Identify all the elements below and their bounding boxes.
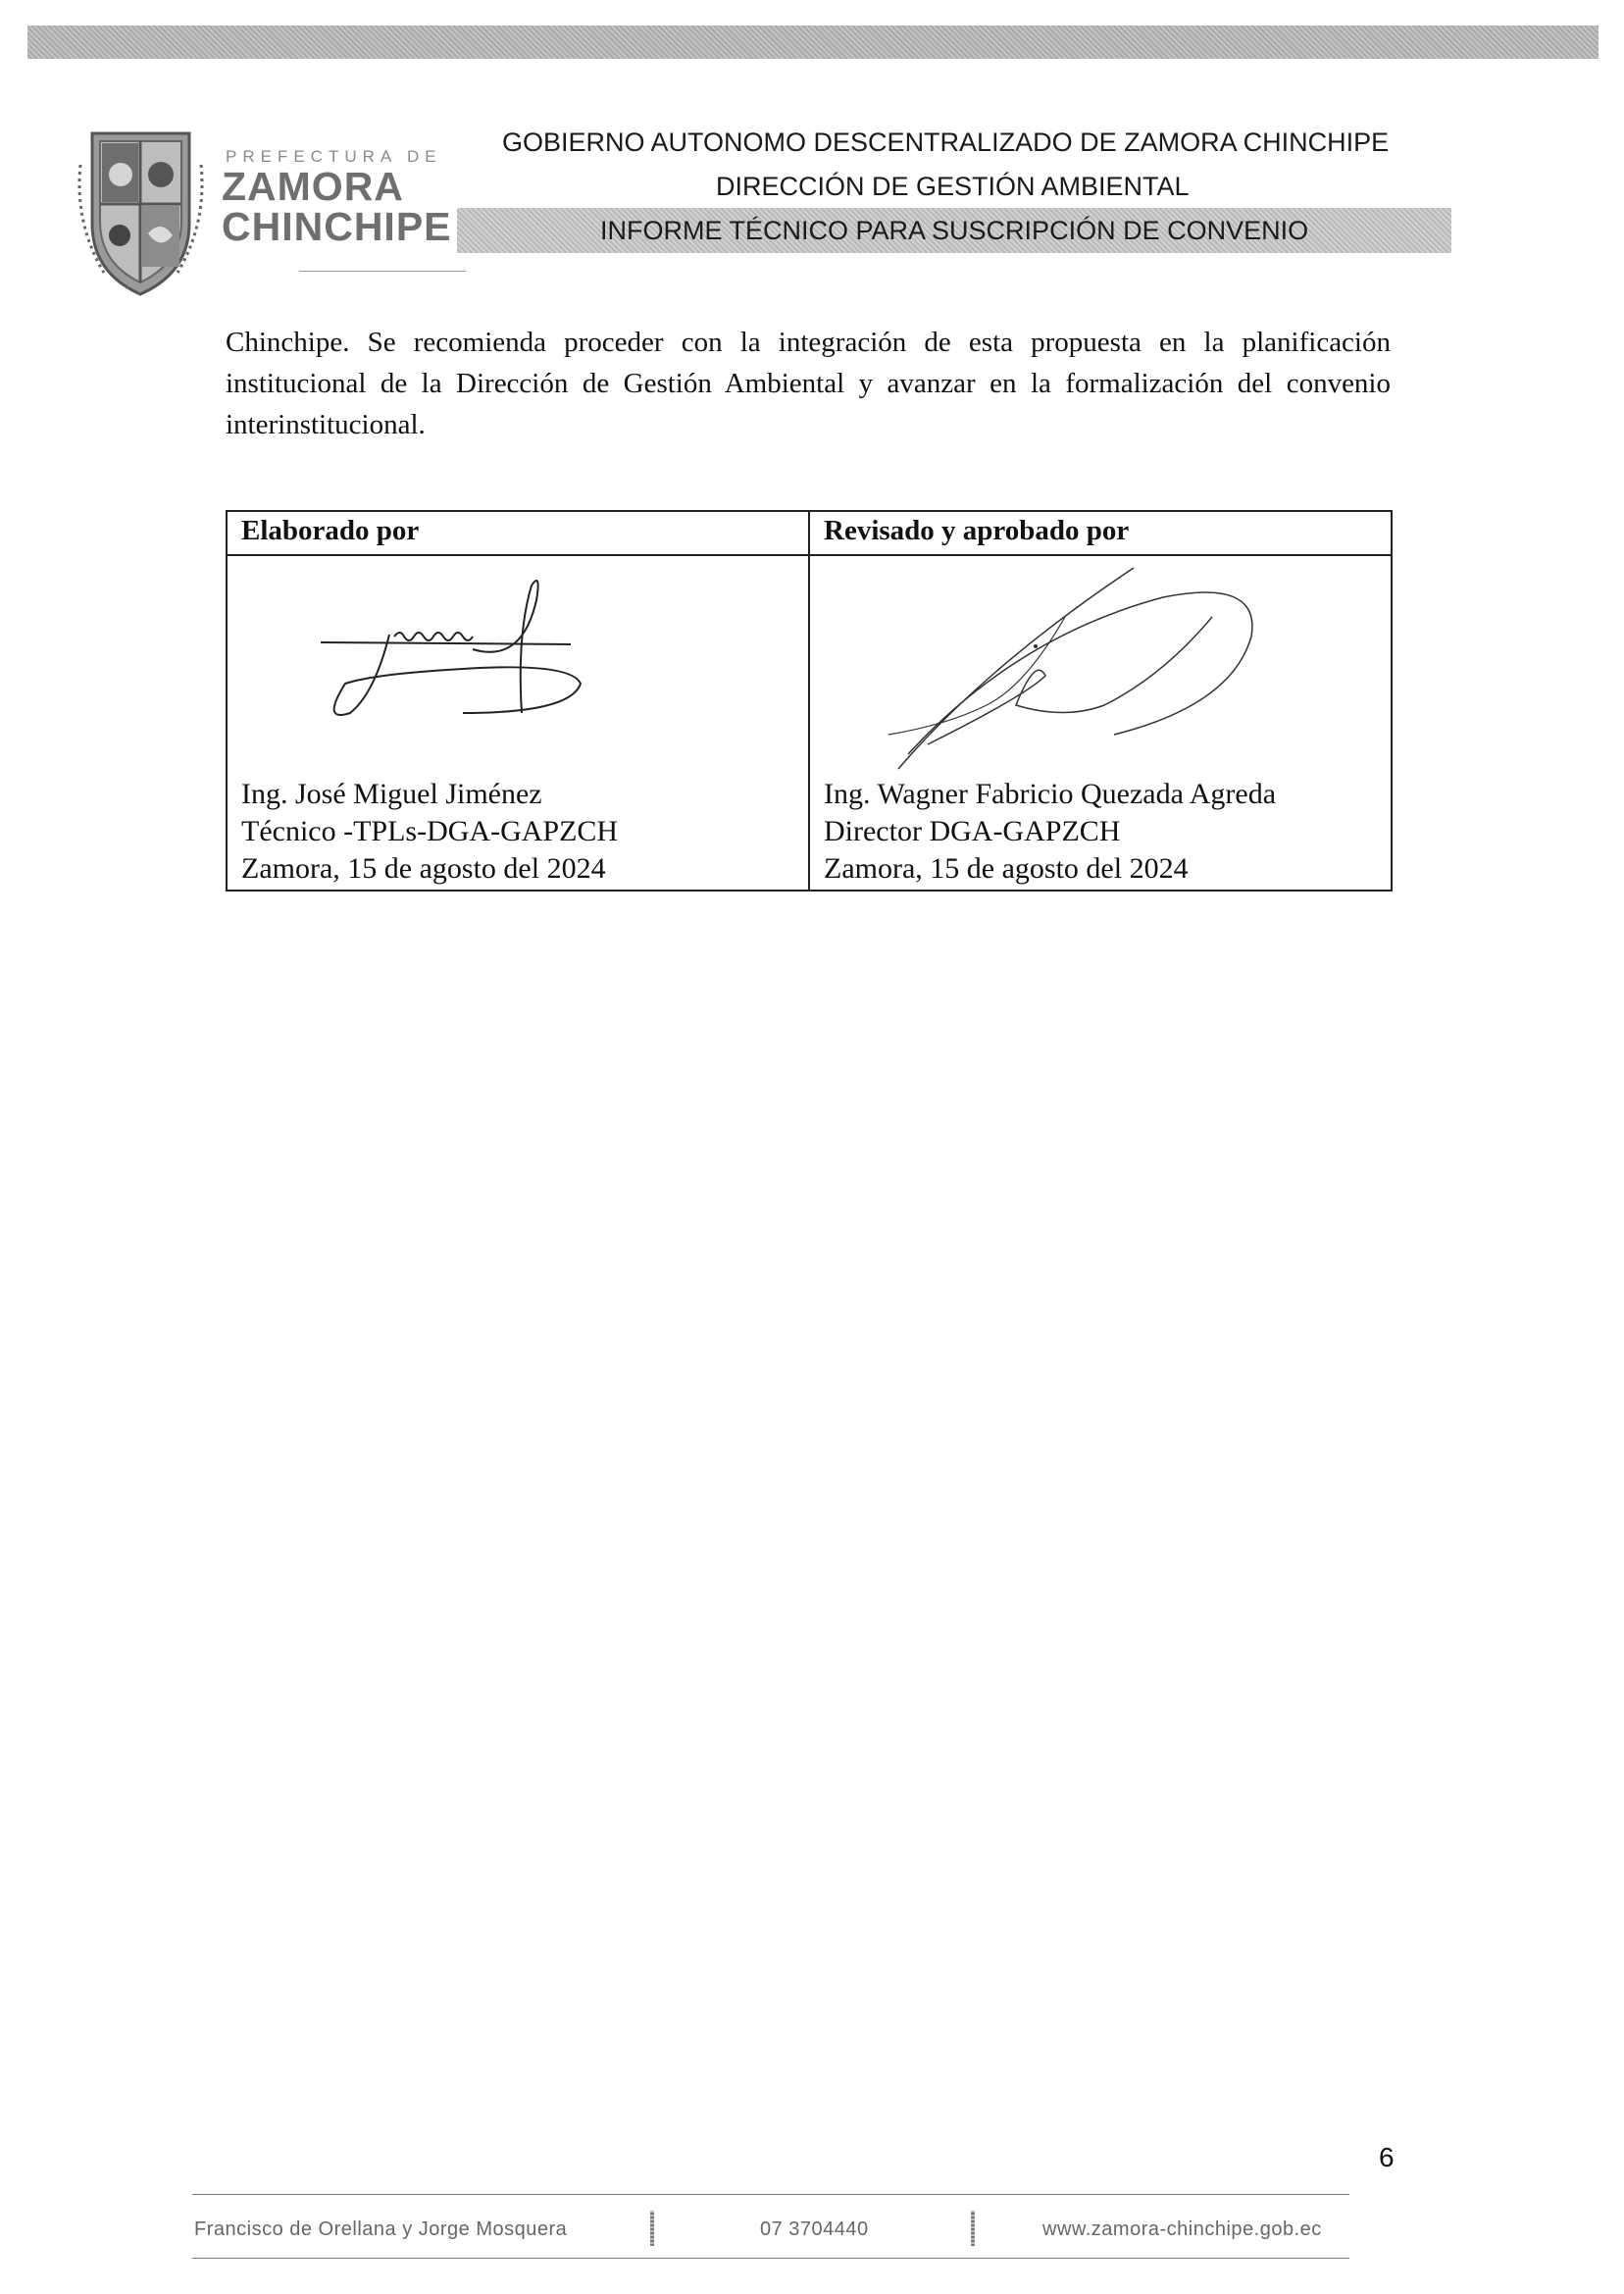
footer-separator	[650, 2211, 654, 2246]
brand-underline	[299, 271, 466, 272]
handwritten-signature-left	[316, 576, 639, 752]
signature-cell-right	[809, 555, 1392, 891]
elaborated-by-heading: Elaborado por	[227, 511, 809, 555]
page-number: 6	[1379, 2142, 1395, 2172]
brand-small-text: PREFECTURA DE	[226, 147, 442, 166]
prefectura-shield-logo	[75, 126, 207, 302]
signer-left-name: Ing. José Miguel Jiménez	[241, 778, 542, 810]
signer-left-role: Técnico -TPLs-DGA-GAPZCH	[241, 815, 619, 847]
footer-address: Francisco de Orellana y Jorge Mosquera	[194, 2218, 568, 2240]
brand-line-zamora: ZAMORA	[222, 164, 404, 209]
footer-top-rule	[192, 2194, 1349, 2195]
signer-right-details	[824, 776, 1276, 888]
header-department-title: DIRECCIÓN DE GESTIÓN AMBIENTAL	[716, 172, 1190, 201]
signature-cell-left	[227, 555, 809, 891]
scan-top-band	[27, 25, 1599, 59]
footer-website: www.zamora-chinchipe.gob.ec	[1042, 2218, 1322, 2240]
signer-right-name: Ing. Wagner Fabricio Quezada Agreda	[824, 778, 1277, 810]
signer-left-place-date: Zamora, 15 de agosto del 2024	[241, 852, 606, 885]
footer-separator	[971, 2211, 975, 2246]
body-paragraph: Chinchipe. Se recomienda proceder con la integración de esta propuesta en la planificación institucional de la Dirección de Gestión Ambiental y avanzar en la formalización del convenio interinstitucional.	[226, 327, 1391, 440]
brand-line-chinchipe: CHINCHIPE	[222, 204, 452, 249]
handwritten-signature-right	[869, 558, 1300, 784]
signer-left-details	[241, 776, 618, 888]
approved-by-heading: Revisado y aprobado por	[809, 511, 1392, 555]
signer-right-place-date: Zamora, 15 de agosto del 2024	[824, 852, 1189, 885]
prefectura-brand	[222, 147, 452, 247]
signature-table	[226, 510, 1393, 892]
header-government-title: GOBIERNO AUTONOMO DESCENTRALIZADO DE ZAMORA CHINCHIPE	[502, 127, 1390, 157]
footer-phone: 07 3704440	[760, 2218, 869, 2240]
footer-bottom-rule	[192, 2258, 1349, 2259]
signer-right-role: Director DGA-GAPZCH	[824, 815, 1121, 847]
header-report-title: INFORME TÉCNICO PARA SUSCRIPCIÓN DE CONVENIO	[600, 216, 1309, 245]
